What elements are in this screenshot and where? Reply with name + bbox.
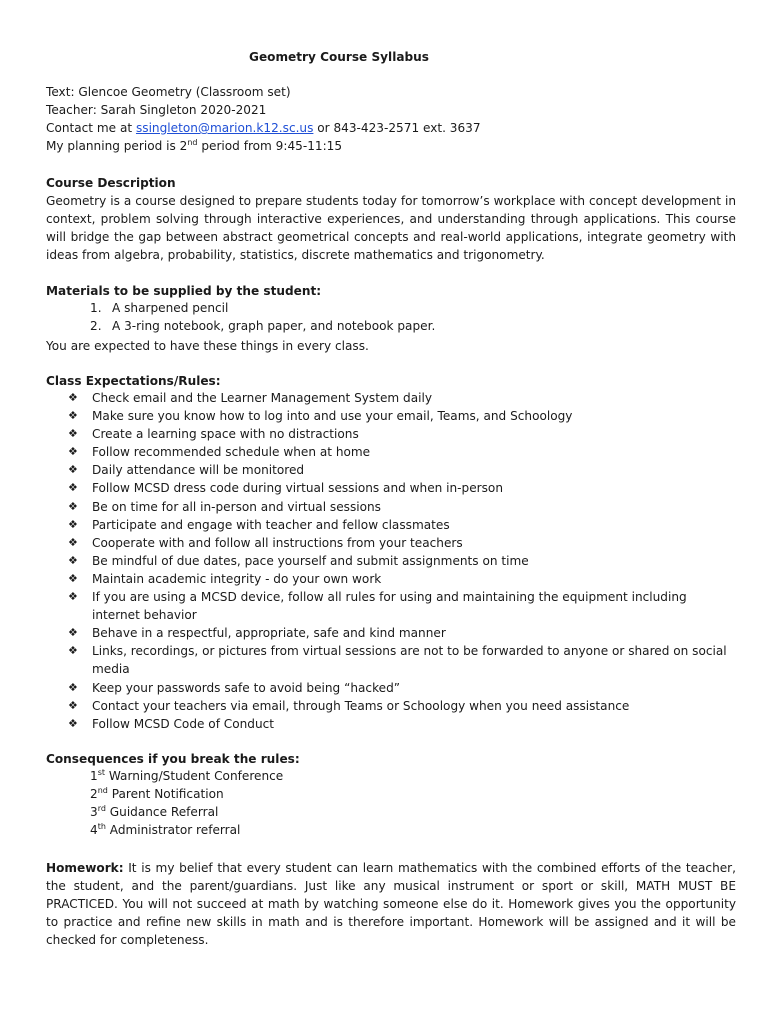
list-number: 1.: [90, 301, 102, 315]
consequences-heading: Consequences if you break the rules:: [46, 752, 300, 766]
contact-phone: or 843-423-2571 ext. 3637: [313, 121, 481, 135]
diamond-bullet-icon: ❖: [68, 535, 78, 549]
rule-text: Check email and the Learner Management System daily: [92, 391, 433, 405]
list-item-text: A 3-ring notebook, graph paper, and notebook paper.: [112, 319, 436, 333]
rule-text: Keep your passwords safe to avoid being “hacked”: [92, 680, 401, 695]
consequence-number: 3: [90, 805, 98, 819]
consequence-ordinal: th: [97, 822, 106, 831]
rule-text: Be on time for all in-person and virtual sessions: [92, 499, 381, 514]
materials-heading: Materials to be supplied by the student:: [46, 284, 322, 298]
contact-prefix: Contact me at: [46, 121, 136, 135]
planning-sup: nd: [187, 138, 198, 147]
rule-text: Follow recommended schedule when at home: [92, 445, 371, 460]
rule-item: [68, 679, 736, 697]
planning-line: [46, 137, 342, 155]
list-item-text: A sharpened pencil: [112, 301, 229, 315]
contact-line: [46, 119, 481, 137]
rule-text: Follow MCSD dress code during virtual sessions and when in-person: [92, 481, 503, 496]
rule-text: If you are using a MCSD device, follow all rules for using and maintaining the equipment including internet behavior: [92, 590, 687, 623]
rule-text: Links, recordings, or pictures from virtual sessions are not to be forwarded to anyone or shared on social media: [92, 644, 727, 677]
diamond-bullet-icon: ❖: [68, 481, 78, 495]
rule-text: Be mindful of due dates, pace yourself and submit assignments on time: [92, 553, 529, 568]
page-title: Geometry Course Syllabus: [249, 50, 429, 64]
rule-text: Participate and engage with teacher and fellow classmates: [92, 517, 450, 532]
rule-text: Make sure you know how to log into and use your email, Teams, and Schoology: [92, 409, 573, 424]
rule-item: [68, 715, 736, 733]
rules-list: [68, 389, 736, 733]
consequences-list: [90, 767, 283, 839]
rule-text: Daily attendance will be monitored: [92, 463, 305, 478]
teacher-email-link[interactable]: ssingleton@marion.k12.sc.us: [135, 121, 314, 135]
diamond-bullet-icon: ❖: [68, 590, 78, 604]
planning-suffix: period from 9:45-11:15: [197, 139, 343, 153]
rule-item: [68, 425, 736, 443]
diamond-bullet-icon: ❖: [68, 391, 78, 404]
consequence-ordinal: nd: [97, 786, 108, 795]
consequence-text: Warning/Student Conference: [105, 769, 284, 783]
homework-body: It is my belief that every student can learn mathematics with the combined efforts of the teacher, the student, and the parent/guardians. Just like any musical instrument or sport or skill, MATH MUST BE PRACTICED. You will not succeed at math by watching someone else do it. Homework gives you the opportunity to practice and refine new skills in math and is therefore important. Homework will be assigned and it will be checked for completeness.: [46, 861, 736, 948]
rule-item: [68, 443, 736, 461]
rule-item: [68, 588, 736, 624]
diamond-bullet-icon: ❖: [68, 698, 78, 712]
rule-text: Maintain academic integrity - do your own work: [92, 571, 382, 586]
list-item: [90, 317, 435, 335]
diamond-bullet-icon: ❖: [68, 680, 78, 694]
rules-heading: Class Expectations/Rules:: [46, 374, 221, 388]
materials-list: [90, 299, 435, 335]
rule-item: [68, 642, 736, 678]
rule-item: [68, 570, 736, 588]
list-number: 2.: [90, 319, 102, 333]
rule-item: [68, 624, 736, 642]
diamond-bullet-icon: ❖: [68, 463, 78, 477]
diamond-bullet-icon: ❖: [68, 517, 78, 531]
diamond-bullet-icon: ❖: [68, 644, 78, 658]
rule-text: Contact your teachers via email, through Teams or Schoology when you need assistance: [92, 698, 630, 713]
homework-label: Homework:: [46, 861, 124, 875]
rule-item: [68, 516, 736, 534]
diamond-bullet-icon: ❖: [68, 553, 78, 567]
course-description-body: Geometry is a course designed to prepare students today for tomorrow’s workplace with concept development in context, problem solving through interactive experiences, and understanding through applications. This course will bridge the gap between abstract geometrical concepts and real-world applications, integrate geometry with ideas from algebra, probability, statistics, discrete mathematics and trigonometry.: [46, 194, 736, 263]
rule-item: [68, 389, 736, 407]
diamond-bullet-icon: ❖: [68, 409, 78, 423]
consequence-item: [90, 785, 283, 803]
materials-note: You are expected to have these things in every class.: [46, 339, 369, 353]
rule-item: [68, 461, 736, 479]
consequence-item: [90, 767, 283, 785]
consequence-text: Administrator referral: [105, 823, 241, 837]
rule-item: [68, 552, 736, 570]
course-description-heading: Course Description: [46, 176, 176, 190]
planning-prefix: My planning period is 2: [46, 139, 188, 153]
textbook-line: Text: Glencoe Geometry (Classroom set): [46, 85, 291, 99]
consequence-number: 1: [90, 769, 98, 783]
diamond-bullet-icon: ❖: [68, 716, 78, 730]
rule-text: Follow MCSD Code of Conduct: [92, 716, 275, 731]
consequence-text: Parent Notification: [107, 787, 224, 801]
consequence-ordinal: st: [97, 768, 106, 777]
rule-text: Cooperate with and follow all instructions from your teachers: [92, 535, 463, 550]
diamond-bullet-icon: ❖: [68, 626, 78, 640]
diamond-bullet-icon: ❖: [68, 571, 78, 585]
teacher-line: Teacher: Sarah Singleton 2020-2021: [46, 103, 267, 117]
rule-item: [68, 697, 736, 715]
rule-item: [68, 407, 736, 425]
homework-paragraph: [46, 859, 736, 949]
diamond-bullet-icon: ❖: [68, 427, 78, 441]
rule-item: [68, 498, 736, 516]
consequence-item: [90, 821, 283, 839]
consequence-number: 2: [90, 787, 98, 801]
consequence-ordinal: rd: [97, 804, 106, 813]
diamond-bullet-icon: ❖: [68, 499, 78, 513]
diamond-bullet-icon: ❖: [68, 445, 78, 459]
rule-text: Behave in a respectful, appropriate, safe and kind manner: [92, 626, 446, 641]
list-item: [90, 299, 435, 317]
rule-text: Create a learning space with no distractions: [92, 427, 359, 442]
consequence-text: Guidance Referral: [105, 805, 219, 819]
consequence-item: [90, 803, 283, 821]
rule-item: [68, 534, 736, 552]
rule-item: [68, 479, 736, 497]
consequence-number: 4: [90, 823, 98, 837]
